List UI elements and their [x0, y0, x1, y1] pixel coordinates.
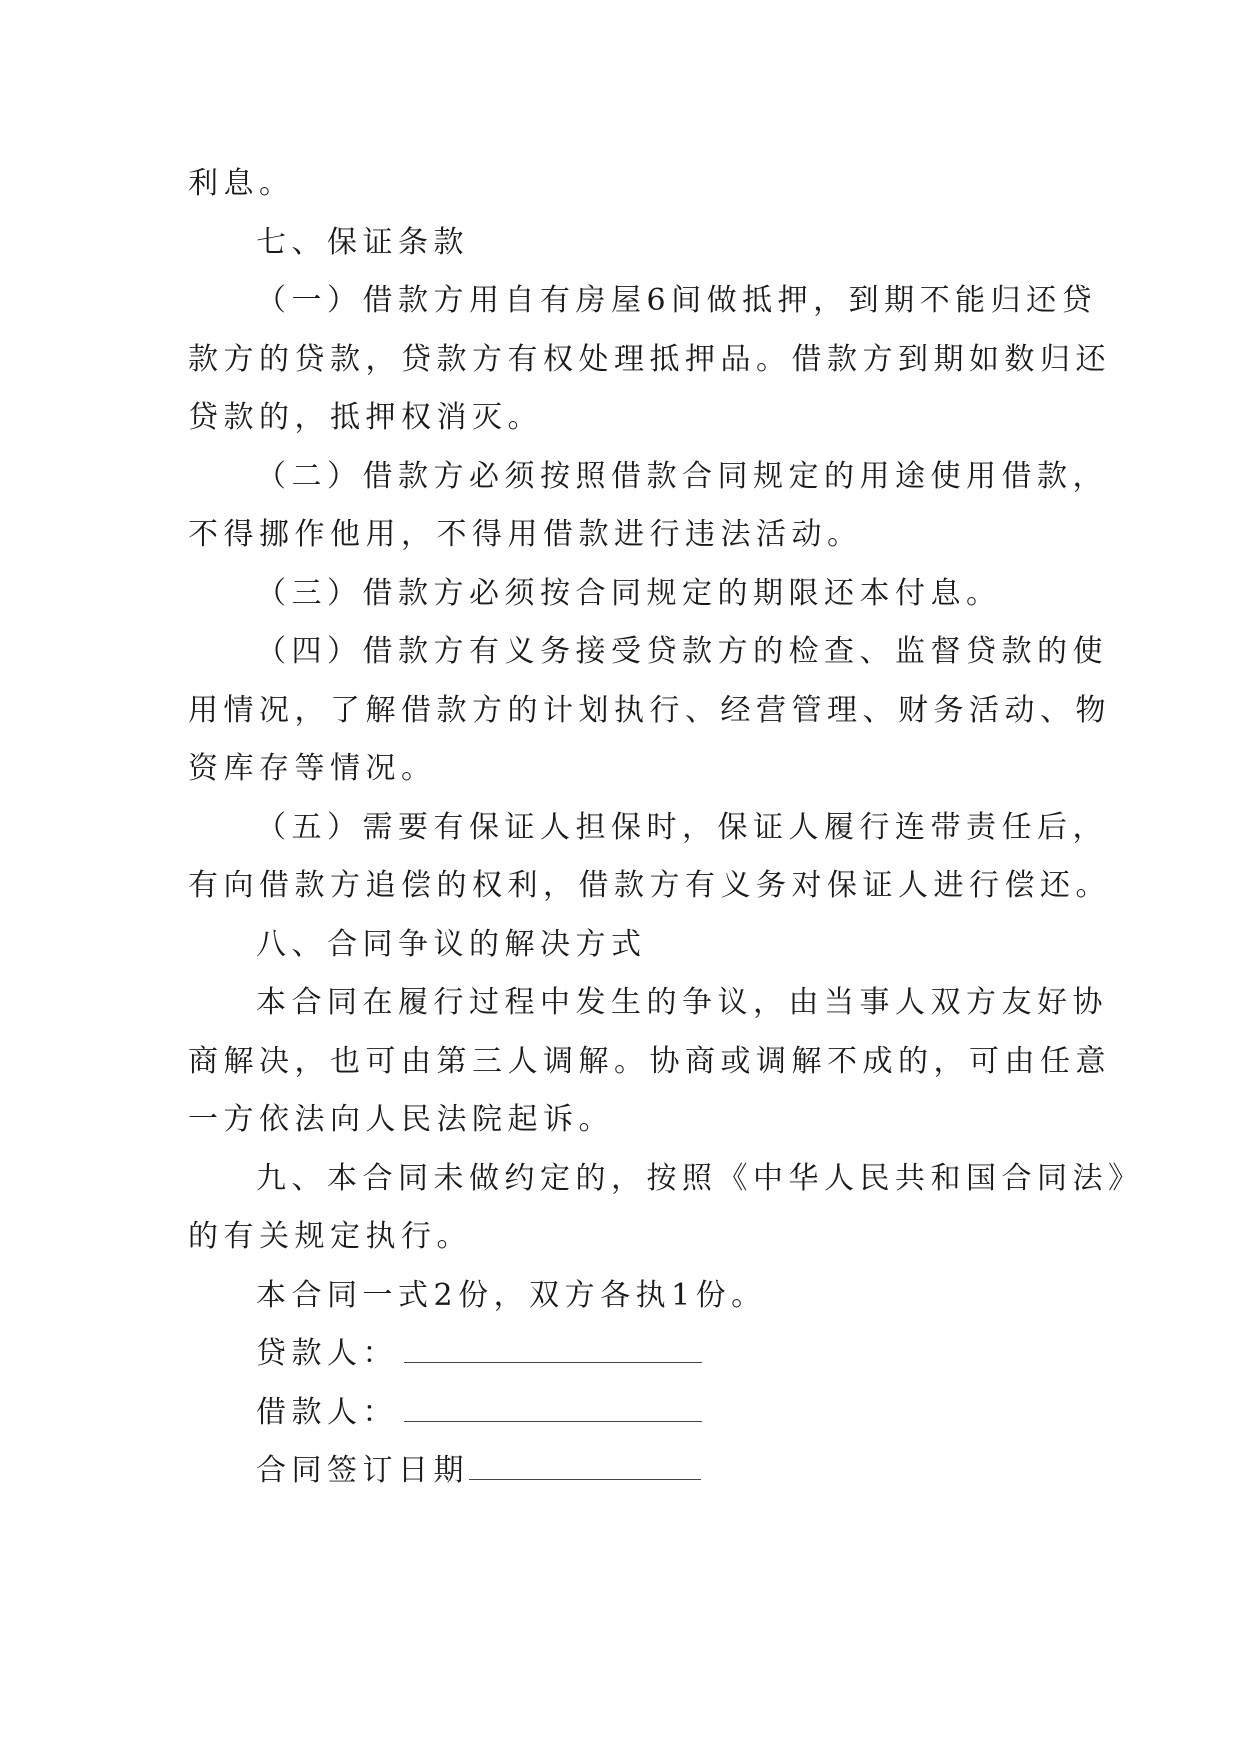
text-line: 款方的贷款，贷款方有权处理抵押品。借款方到期如数归还: [188, 341, 1111, 377]
document-page: [188, 155, 1144, 1501]
text-line: 本合同在履行过程中发生的争议，由当事人双方友好协: [256, 985, 1108, 1020]
text-line: （二）借款方必须按照借款合同规定的用途使用借款，: [256, 458, 1108, 494]
text-line: 资库存等情况。: [188, 751, 437, 786]
text-line: 的有关规定执行。: [188, 1219, 472, 1254]
text-line: 贷款的，抵押权消灭。: [188, 400, 543, 435]
text-line: （五）需要有保证人担保时，保证人履行连带责任后，: [256, 809, 1108, 845]
borrower-signature-line: [188, 1384, 1068, 1443]
section-heading: 九、本合同未做约定的，按照《中华人民共和国合同法》: [256, 1160, 1144, 1196]
text-line: （一）借款方用自有房屋6间做抵押，到期不能归还贷: [256, 283, 1098, 318]
text-line: 有向借款方追偿的权利，借款方有义务对保证人进行偿还。: [188, 868, 1111, 903]
lender-label: 贷款人：: [256, 1336, 398, 1371]
date-blank[interactable]: [469, 1453, 701, 1480]
text-line: 用情况，了解借款方的计划执行、经营管理、财务活动、物: [188, 692, 1111, 728]
section-heading: 七、保证条款: [256, 224, 469, 260]
text-line: 不得挪作他用，不得用借款进行违法活动。: [188, 517, 863, 552]
text-line: 一方依法向人民法院起诉。: [188, 1102, 614, 1137]
text-line: （四）借款方有义务接受贷款方的检查、监督贷款的使: [256, 634, 1108, 669]
borrower-blank[interactable]: [404, 1395, 702, 1422]
borrower-label: 借款人：: [256, 1394, 398, 1430]
text-line: 商解决，也可由第三人调解。协商或调解不成的，可由任意: [188, 1043, 1111, 1079]
date-label: 合同签订日期: [256, 1453, 469, 1488]
date-signature-line: [188, 1442, 1068, 1501]
text-line: 本合同一式2份，双方各执1份。: [256, 1277, 767, 1313]
text-line: 利息。: [188, 166, 295, 201]
lender-signature-line: [188, 1325, 1068, 1384]
text-line: （三）借款方必须按合同规定的期限还本付息。: [256, 575, 1002, 611]
section-heading: 八、合同争议的解决方式: [256, 926, 647, 962]
lender-blank[interactable]: [404, 1336, 702, 1363]
